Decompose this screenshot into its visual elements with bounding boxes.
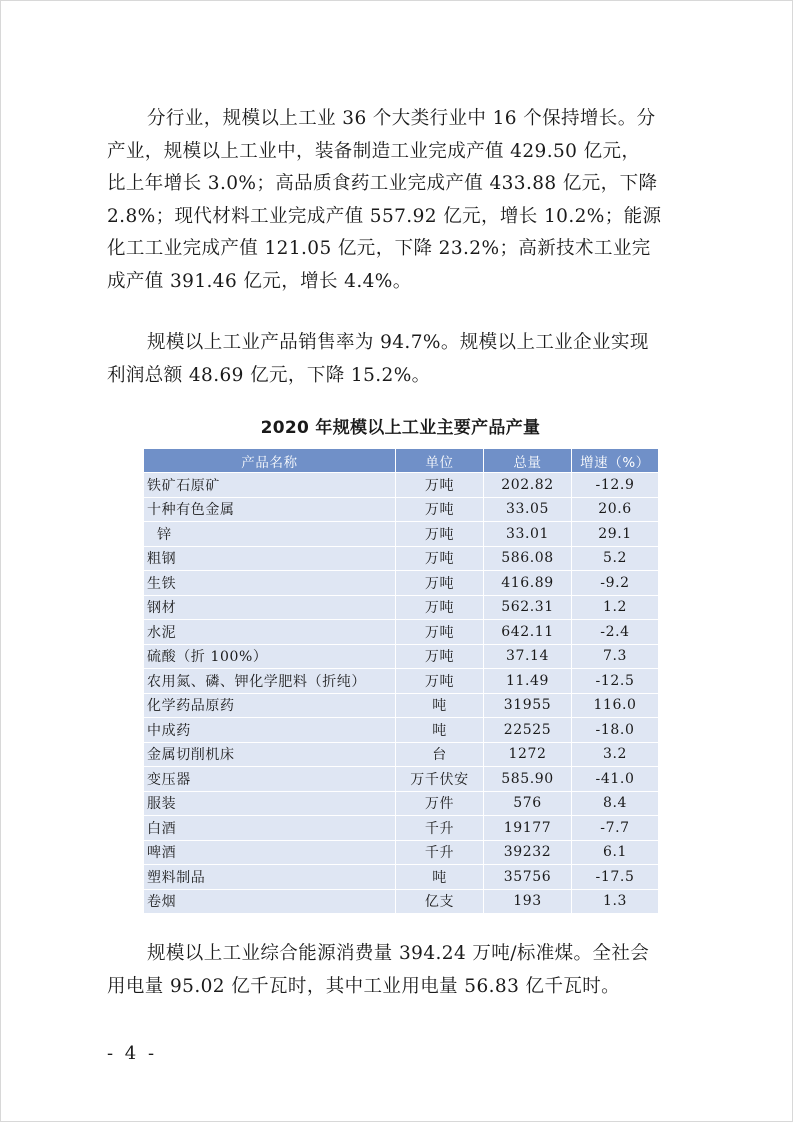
table-row — [144, 620, 659, 645]
cell-product-name: 水泥 — [144, 620, 396, 645]
product-output-table — [143, 448, 659, 914]
cell-unit: 万吨 — [396, 644, 484, 669]
table-row — [144, 865, 659, 890]
cell-total: 193 — [484, 889, 572, 914]
page-number: - 4 - — [107, 1043, 158, 1064]
cell-product-name: 农用氮、磷、钾化学肥料（折纯） — [144, 669, 396, 694]
cell-unit: 万吨 — [396, 546, 484, 571]
cell-unit: 万吨 — [396, 497, 484, 522]
cell-growth: 20.6 — [572, 497, 659, 522]
cell-total: 1272 — [484, 742, 572, 767]
cell-product-name: 十种有色金属 — [144, 497, 396, 522]
cell-total: 33.01 — [484, 522, 572, 547]
cell-unit: 万件 — [396, 791, 484, 816]
cell-product-name: 金属切削机床 — [144, 742, 396, 767]
cell-unit: 吨 — [396, 693, 484, 718]
header-product-name: 产品名称 — [144, 449, 396, 473]
cell-unit: 万吨 — [396, 571, 484, 596]
cell-total: 11.49 — [484, 669, 572, 694]
cell-total: 586.08 — [484, 546, 572, 571]
cell-unit: 台 — [396, 742, 484, 767]
cell-total: 33.05 — [484, 497, 572, 522]
table-row — [144, 595, 659, 620]
cell-growth: -17.5 — [572, 865, 659, 890]
cell-total: 35756 — [484, 865, 572, 890]
cell-growth: -2.4 — [572, 620, 659, 645]
cell-growth: -9.2 — [572, 571, 659, 596]
cell-product-name: 塑料制品 — [144, 865, 396, 890]
table-row — [144, 742, 659, 767]
paragraph-line: 比上年增长 3.0%；高品质食药工业完成产值 433.88 亿元，下降 — [107, 173, 658, 195]
table-header-row — [144, 449, 659, 473]
table-row — [144, 571, 659, 596]
cell-unit: 万吨 — [396, 522, 484, 547]
paragraph-industry-output — [107, 103, 697, 299]
paragraph-energy — [107, 938, 697, 1003]
cell-product-name: 服装 — [144, 791, 396, 816]
cell-total: 39232 — [484, 840, 572, 865]
cell-product-name: 白酒 — [144, 816, 396, 841]
cell-total: 642.11 — [484, 620, 572, 645]
cell-total: 31955 — [484, 693, 572, 718]
cell-product-name: 铁矿石原矿 — [144, 473, 396, 498]
table-row — [144, 669, 659, 694]
cell-unit: 万吨 — [396, 473, 484, 498]
cell-product-name: 变压器 — [144, 767, 396, 792]
cell-product-name: 化学药品原药 — [144, 693, 396, 718]
table-row — [144, 767, 659, 792]
cell-total: 576 — [484, 791, 572, 816]
paragraph-line: 分行业，规模以上工业 36 个大类行业中 16 个保持增长。分 — [147, 108, 656, 129]
cell-growth: -12.9 — [572, 473, 659, 498]
cell-total: 19177 — [484, 816, 572, 841]
cell-growth: -12.5 — [572, 669, 659, 694]
cell-growth: -18.0 — [572, 718, 659, 743]
cell-unit: 吨 — [396, 865, 484, 890]
cell-total: 562.31 — [484, 595, 572, 620]
cell-growth: 8.4 — [572, 791, 659, 816]
paragraph-line: 化工工业完成产值 121.05 亿元，下降 23.2%；高新技术工业完 — [107, 238, 651, 260]
cell-product-name: 卷烟 — [144, 889, 396, 914]
table-row — [144, 644, 659, 669]
cell-unit: 万吨 — [396, 595, 484, 620]
cell-product-name: 钢材 — [144, 595, 396, 620]
cell-unit: 万吨 — [396, 669, 484, 694]
paragraph-sales-profit — [107, 327, 697, 392]
cell-unit: 万千伏安 — [396, 767, 484, 792]
table-row — [144, 522, 659, 547]
cell-product-name: 硫酸（折 100%） — [144, 644, 396, 669]
cell-product-name: 锌 — [144, 522, 396, 547]
cell-growth: -41.0 — [572, 767, 659, 792]
table-row — [144, 693, 659, 718]
cell-total: 22525 — [484, 718, 572, 743]
paragraph-line: 成产值 391.46 亿元，增长 4.4%。 — [107, 270, 412, 292]
cell-product-name: 粗钢 — [144, 546, 396, 571]
cell-growth: 7.3 — [572, 644, 659, 669]
header-growth: 增速（%） — [572, 449, 659, 473]
cell-growth: -7.7 — [572, 816, 659, 841]
paragraph-line: 利润总额 48.69 亿元，下降 15.2%。 — [107, 364, 431, 386]
table-title: 2020 年规模以上工业主要产品产量 — [260, 418, 541, 438]
table-row — [144, 497, 659, 522]
paragraph-line: 2.8%；现代材料工业完成产值 557.92 亿元，增长 10.2%；能源 — [107, 205, 662, 227]
cell-unit: 千升 — [396, 840, 484, 865]
cell-growth: 5.2 — [572, 546, 659, 571]
cell-unit: 吨 — [396, 718, 484, 743]
paragraph-line: 规模以上工业综合能源消费量 394.24 万吨/标准煤。全社会 — [147, 943, 650, 964]
cell-total: 585.90 — [484, 767, 572, 792]
header-unit: 单位 — [396, 449, 484, 473]
cell-total: 37.14 — [484, 644, 572, 669]
table-row — [144, 791, 659, 816]
cell-growth: 29.1 — [572, 522, 659, 547]
cell-growth: 116.0 — [572, 693, 659, 718]
paragraph-line: 规模以上工业产品销售率为 94.7%。规模以上工业企业实现 — [147, 332, 649, 353]
table-row — [144, 473, 659, 498]
cell-growth: 1.2 — [572, 595, 659, 620]
cell-product-name: 啤酒 — [144, 840, 396, 865]
cell-growth: 1.3 — [572, 889, 659, 914]
table-row — [144, 546, 659, 571]
table-body — [144, 473, 659, 914]
cell-growth: 3.2 — [572, 742, 659, 767]
header-total: 总量 — [484, 449, 572, 473]
cell-product-name: 生铁 — [144, 571, 396, 596]
table-row — [144, 718, 659, 743]
cell-unit: 万吨 — [396, 620, 484, 645]
table-row — [144, 840, 659, 865]
cell-total: 202.82 — [484, 473, 572, 498]
table-row — [144, 816, 659, 841]
cell-unit: 千升 — [396, 816, 484, 841]
paragraph-line: 用电量 95.02 亿千瓦时，其中工业用电量 56.83 亿千瓦时。 — [107, 975, 621, 997]
table-row — [144, 889, 659, 914]
cell-growth: 6.1 — [572, 840, 659, 865]
cell-unit: 亿支 — [396, 889, 484, 914]
cell-total: 416.89 — [484, 571, 572, 596]
paragraph-line: 产业，规模以上工业中，装备制造工业完成产值 429.50 亿元， — [107, 140, 641, 162]
cell-product-name: 中成药 — [144, 718, 396, 743]
